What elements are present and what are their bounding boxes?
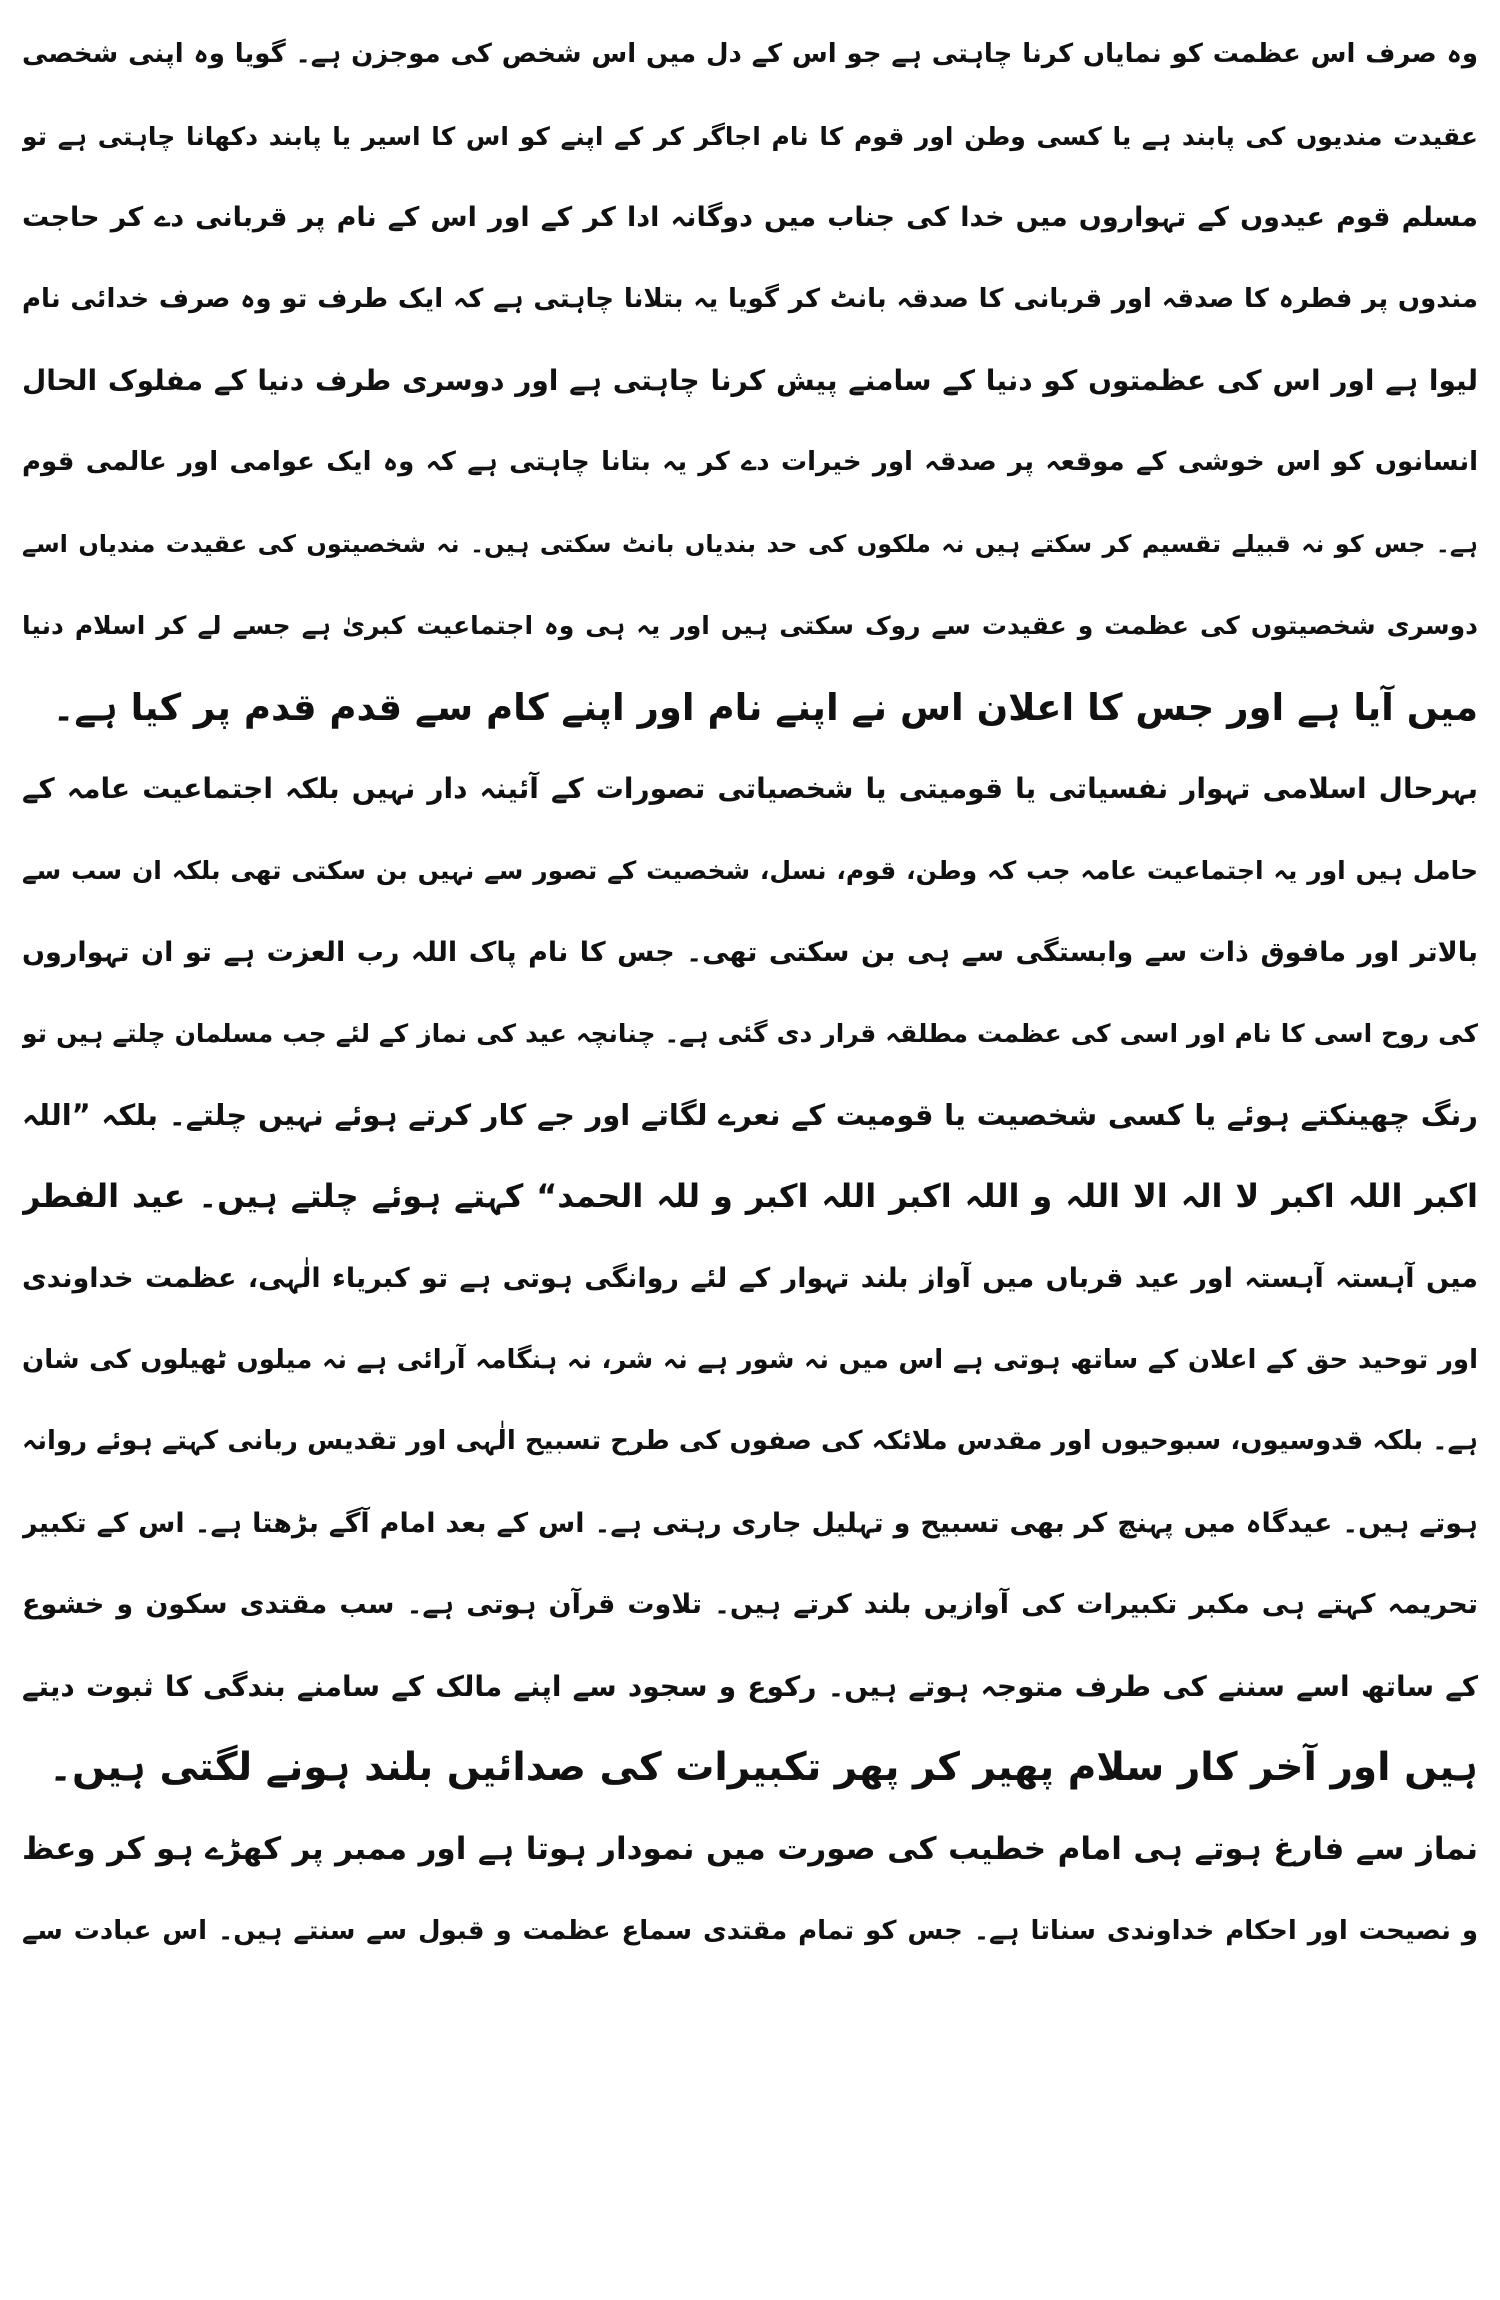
text-line: اکبر اللہ اکبر لا الہ الا اللہ و اللہ اکبر اللہ اکبر و للہ الحمد“ کہتے ہوئے چلتے ہیں۔ عید الفطر bbox=[22, 1177, 1478, 1216]
text-line: وہ صرف اس عظمت کو نمایاں کرنا چاہتی ہے جو اس کے دل میں اس شخص کی موجزن ہے۔ گویا وہ اپنی شخصی bbox=[22, 39, 1478, 69]
text-line: حامل ہیں اور یہ اجتماعیت عامہ جب کہ وطن، قوم، نسل، شخصیت کے تصور سے نہیں بن سکتی تھی بلکہ ان سب سے bbox=[22, 855, 1478, 885]
text-line: ہوتے ہیں۔ عیدگاہ میں پہنچ کر بھی تسبیح و تہلیل جاری رہتی ہے۔ اس کے بعد امام آگے بڑھتا ہے۔ اس کے تکبیر bbox=[22, 1507, 1478, 1539]
text-line: اور توحید حق کے اعلان کے ساتھ ہوتی ہے اس میں نہ شور ہے نہ شر، نہ ہنگامہ آرائی ہے نہ میلوں ٹھیلوں کی شان bbox=[22, 1344, 1478, 1375]
text-line: مسلم قوم عیدوں کے تہواروں میں خدا کی جناب میں دوگانہ ادا کر کے اور اس کے نام پر قربانی دے کر حاجت bbox=[22, 202, 1478, 234]
paragraph-1 bbox=[22, 14, 1478, 748]
text-line: کی روح اسی کا نام اور اسی کی عظمت مطلقہ قرار دی گئی ہے۔ چنانچہ عید کی نماز کے لئے جب مسلمان چلتے ہیں تو bbox=[22, 1019, 1478, 1049]
text-line: بہرحال اسلامی تہوار نفسیاتی یا قومیتی یا شخصیاتی تصورات کے آئینہ دار نہیں بلکہ اجتماعیت عامہ کے bbox=[22, 772, 1478, 806]
text-line: ہے۔ جس کو نہ قبیلے تقسیم کر سکتے ہیں نہ ملکوں کی حد بندیاں بانٹ سکتی ہیں۔ نہ شخصیتوں کی عقیدت مندیاں اسے bbox=[22, 529, 1478, 558]
text-line: رنگ چھینکتے ہوئے یا کسی شخصیت یا قومیت کے نعرے لگاتے اور جے کار کرتے ہوئے نہیں چلتے۔ بلکہ ”اللہ bbox=[22, 1097, 1478, 1132]
text-line: مندوں پر فطرہ کا صدقہ اور قربانی کا صدقہ بانٹ کر گویا یہ بتلانا چاہتی ہے کہ ایک طرف تو وہ صرف خدائی نام bbox=[22, 283, 1478, 314]
text-line: و نصیحت اور احکام خداوندی سناتا ہے۔ جس کو تمام مقتدی سماع عظمت و قبول سے سنتے ہیں۔ اس عبادت سے bbox=[22, 1915, 1478, 1946]
text-line: دوسری شخصیتوں کی عظمت و عقیدت سے روک سکتی ہیں اور یہ ہی وہ اجتماعیت کبریٰ ہے جسے لے کر اسلام دنیا bbox=[22, 611, 1478, 641]
text-line: میں آہستہ آہستہ اور عید قرباں میں آواز بلند تہوار کے لئے روانگی ہوتی ہے تو کبریاء الٰہی، عظمت خداوندی bbox=[22, 1262, 1478, 1294]
text-line: میں آیا ہے اور جس کا اعلان اس نے اپنے نام اور اپنے کام سے قدم قدم پر کیا ہے۔ bbox=[52, 685, 1478, 729]
text-line: کے ساتھ اسے سننے کی طرف متوجہ ہوتے ہیں۔ رکوع و سجود سے اپنے مالک کے سامنے بندگی کا ثبوت دیتے bbox=[22, 1669, 1478, 1703]
text-line: ہے۔ بلکہ قدوسیوں، سبوحیوں اور مقدس ملائکہ کی صفوں کی طرح تسبیح الٰہی اور تقدیس ربانی کہتے ہوئے روانہ bbox=[22, 1426, 1478, 1457]
text-line: انسانوں کو اس خوشی کے موقعہ پر صدقہ اور خیرات دے کر یہ بتانا چاہتی ہے کہ وہ ایک عوامی اور عالمی قوم bbox=[22, 446, 1478, 477]
text-line: ہیں اور آخر کار سلام پھیر کر پھر تکبیرات کی صدائیں بلند ہونے لگتی ہیں۔ bbox=[49, 1745, 1478, 1791]
paragraph-2 bbox=[22, 748, 1478, 1809]
paragraph-3 bbox=[22, 1809, 1478, 1972]
text-line: تحریمہ کہتے ہی مکبر تکبیرات کی آوازیں بلند کرتے ہیں۔ تلاوت قرآن ہوتی ہے۔ سب مقتدی سکون و خشوع bbox=[22, 1589, 1478, 1621]
text-line: عقیدت مندیوں کی پابند ہے یا کسی وطن اور قوم کا نام اجاگر کر کے اپنے کو اس کا اسیر یا پابند دکھانا چاہتی ہے تو bbox=[22, 121, 1478, 151]
text-line: بالاتر اور مافوق ذات سے وابستگی سے ہی بن سکتی تھی۔ جس کا نام پاک اللہ رب العزت ہے تو ان تہواروں bbox=[22, 936, 1478, 968]
text-line: نماز سے فارغ ہوتے ہی امام خطیب کی صورت میں نمودار ہوتا ہے اور ممبر پر کھڑے ہو کر وعظ bbox=[22, 1831, 1478, 1868]
text-line: لیوا ہے اور اس کی عظمتوں کو دنیا کے سامنے پیش کرنا چاہتی ہے اور دوسری طرف دنیا کے مفلوک الحال bbox=[22, 364, 1478, 398]
